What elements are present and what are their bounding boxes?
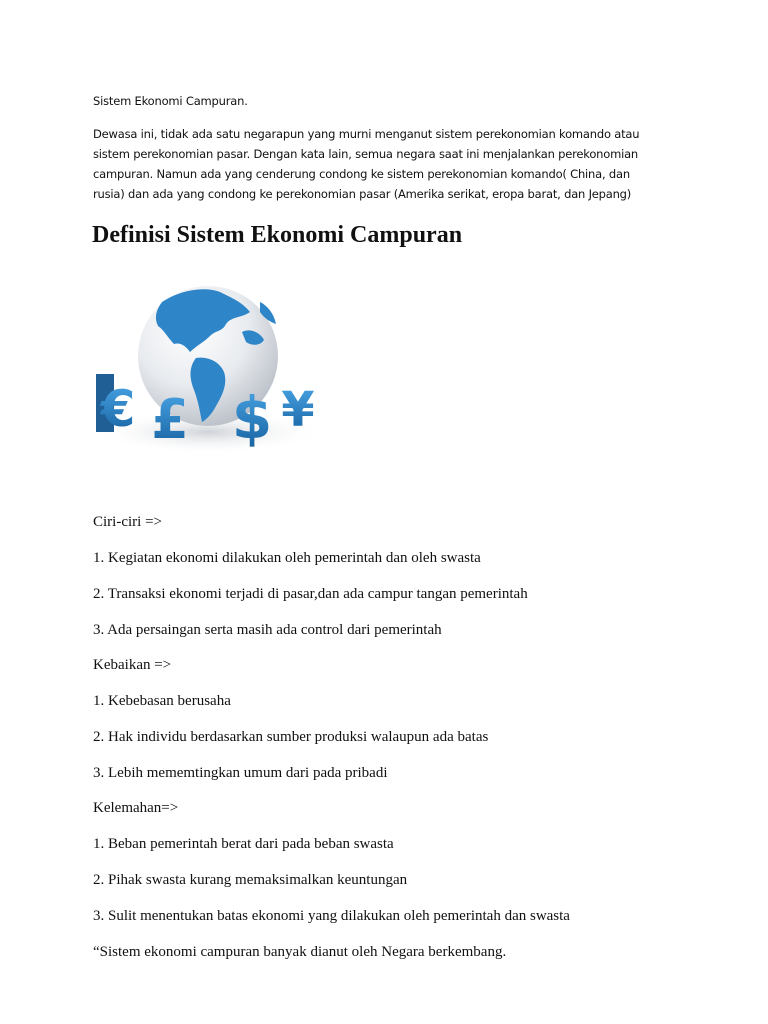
intro-line: Dewasa ini, tidak ada satu negarapun yang murni menganut sistem perekonomian komando atau (93, 127, 640, 141)
intro-line: campuran. Namun ada yang cenderung condong ke sistem perekonomian komando( China, dan (93, 167, 630, 181)
yen-symbol-icon (281, 382, 314, 438)
dollar-symbol-icon (232, 384, 272, 452)
pound-symbol-icon (151, 388, 189, 451)
list-item: 3. Sulit menentukan batas ekonomi yang dilakukan oleh pemerintah dan swasta (93, 908, 570, 924)
list-item: 1. Kegiatan ekonomi dilakukan oleh pemerintah dan oleh swasta (93, 550, 481, 566)
kebaikan-label: Kebaikan => (93, 657, 172, 673)
section-heading: Definisi Sistem Ekonomi Campuran (92, 222, 463, 248)
intro-paragraph (93, 124, 683, 204)
list-item: 2. Pihak swasta kurang memaksimalkan keuntungan (93, 872, 408, 888)
euro-symbol-icon (96, 374, 135, 438)
list-item: 3. Ada persaingan serta masih ada control dari pemerintah (93, 622, 442, 638)
svg-text:£: £ (151, 388, 189, 451)
svg-text:¥: ¥ (281, 382, 315, 438)
globe-with-currency-symbols-icon (92, 272, 328, 468)
svg-text:$: $ (231, 384, 273, 452)
list-item: 2. Transaksi ekonomi terjadi di pasar,dan ada campur tangan pemerintah (93, 586, 528, 602)
list-item: 2. Hak individu berdasarkan sumber produksi walaupun ada batas (93, 729, 489, 745)
intro-line: sistem perekonomian pasar. Dengan kata lain, semua negara saat ini menjalankan perekonomian (93, 147, 639, 161)
list-item: 1. Beban pemerintah berat dari pada beban swasta (93, 836, 394, 852)
svg-text:€: € (100, 380, 136, 438)
ciri-label: Ciri-ciri => (93, 514, 162, 530)
kelemahan-label: Kelemahan=> (93, 800, 179, 816)
list-item: 3. Lebih mememtingkan umum dari pada pribadi (93, 765, 388, 781)
list-item: 1. Kebebasan berusaha (93, 693, 231, 709)
intro-line: rusia) dan ada yang condong ke perekonomian pasar (Amerika serikat, eropa barat, dan Jepang) (93, 187, 632, 201)
closing-quote: “Sistem ekonomi campuran banyak dianut oleh Negara berkembang. (93, 944, 507, 960)
document-small-title: Sistem Ekonomi Campuran. (93, 94, 248, 108)
